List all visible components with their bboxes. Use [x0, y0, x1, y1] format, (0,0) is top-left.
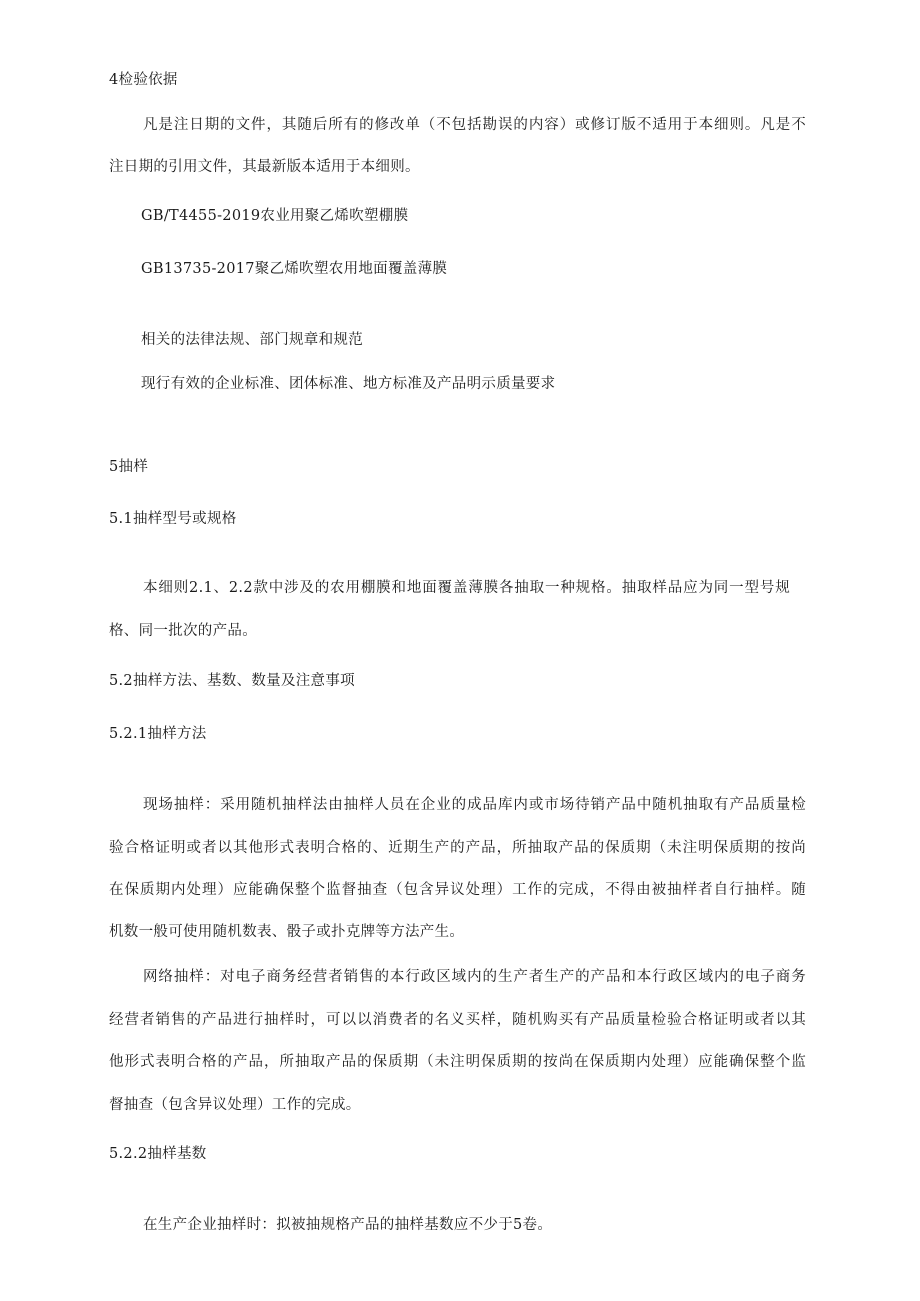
reference-laws: 相关的法律法规、部门规章和规范	[141, 332, 363, 348]
online-sampling-line-3: 他形式表明合格的产品，所抽取产品的保质期（未注明保质期的按尚在保质期内处理）应能确保整个监	[109, 1054, 806, 1070]
reference-enterprise-standards: 现行有效的企业标准、团体标准、地方标准及产品明示质量要求	[141, 376, 556, 392]
section-5-1-heading: 5.1抽样型号或规格	[109, 511, 237, 527]
online-sampling-line-1: 网络抽样：对电子商务经营者销售的本行政区域内的生产者生产的产品和本行政区域内的电子商务	[143, 969, 806, 985]
section-5-1-line-2: 格、同一批次的产品。	[109, 623, 257, 639]
section-4-heading: 4检验依据	[109, 72, 178, 88]
section-5-2-heading: 5.2抽样方法、基数、数量及注意事项	[109, 673, 355, 689]
section-4-intro-line-2: 注日期的引用文件，其最新版本适用于本细则。	[109, 159, 420, 175]
section-5-2-1-heading: 5.2.1抽样方法	[109, 726, 207, 742]
section-4-intro-line-1: 凡是注日期的文件，其随后所有的修改单（不包括勘误的内容）或修订版不适用于本细则。凡是不	[143, 117, 806, 133]
onsite-sampling-line-1: 现场抽样：采用随机抽样法由抽样人员在企业的成品库内或市场待销产品中随机抽取有产品质量检	[143, 797, 806, 813]
standard-gb-t4455: GB/T4455-2019农业用聚乙烯吹塑棚膜	[141, 208, 409, 224]
onsite-sampling-line-2: 验合格证明或者以其他形式表明合格的、近期生产的产品，所抽取产品的保质期（未注明保质期的按尚	[109, 840, 806, 856]
standard-gb13735: GB13735-2017聚乙烯吹塑农用地面覆盖薄膜	[141, 261, 448, 277]
sampling-base-line: 在生产企业抽样时：拟被抽规格产品的抽样基数应不少于5卷。	[143, 1217, 553, 1233]
online-sampling-line-4: 督抽查（包含异议处理）工作的完成。	[109, 1097, 361, 1113]
onsite-sampling-line-3: 在保质期内处理）应能确保整个监督抽查（包含异议处理）工作的完成，不得由被抽样者自行抽样。随	[109, 882, 806, 898]
section-5-1-line-1: 本细则2.1、2.2款中涉及的农用棚膜和地面覆盖薄膜各抽取一种规格。抽取样品应为同一型号规	[143, 580, 790, 596]
section-5-heading: 5抽样	[109, 459, 149, 475]
section-5-2-2-heading: 5.2.2抽样基数	[109, 1146, 207, 1162]
onsite-sampling-line-4: 机数一般可使用随机数表、骰子或扑克牌等方法产生。	[109, 924, 465, 940]
online-sampling-line-2: 经营者销售的产品进行抽样时，可以以消费者的名义买样，随机购买有产品质量检验合格证明或者以其	[109, 1012, 806, 1028]
